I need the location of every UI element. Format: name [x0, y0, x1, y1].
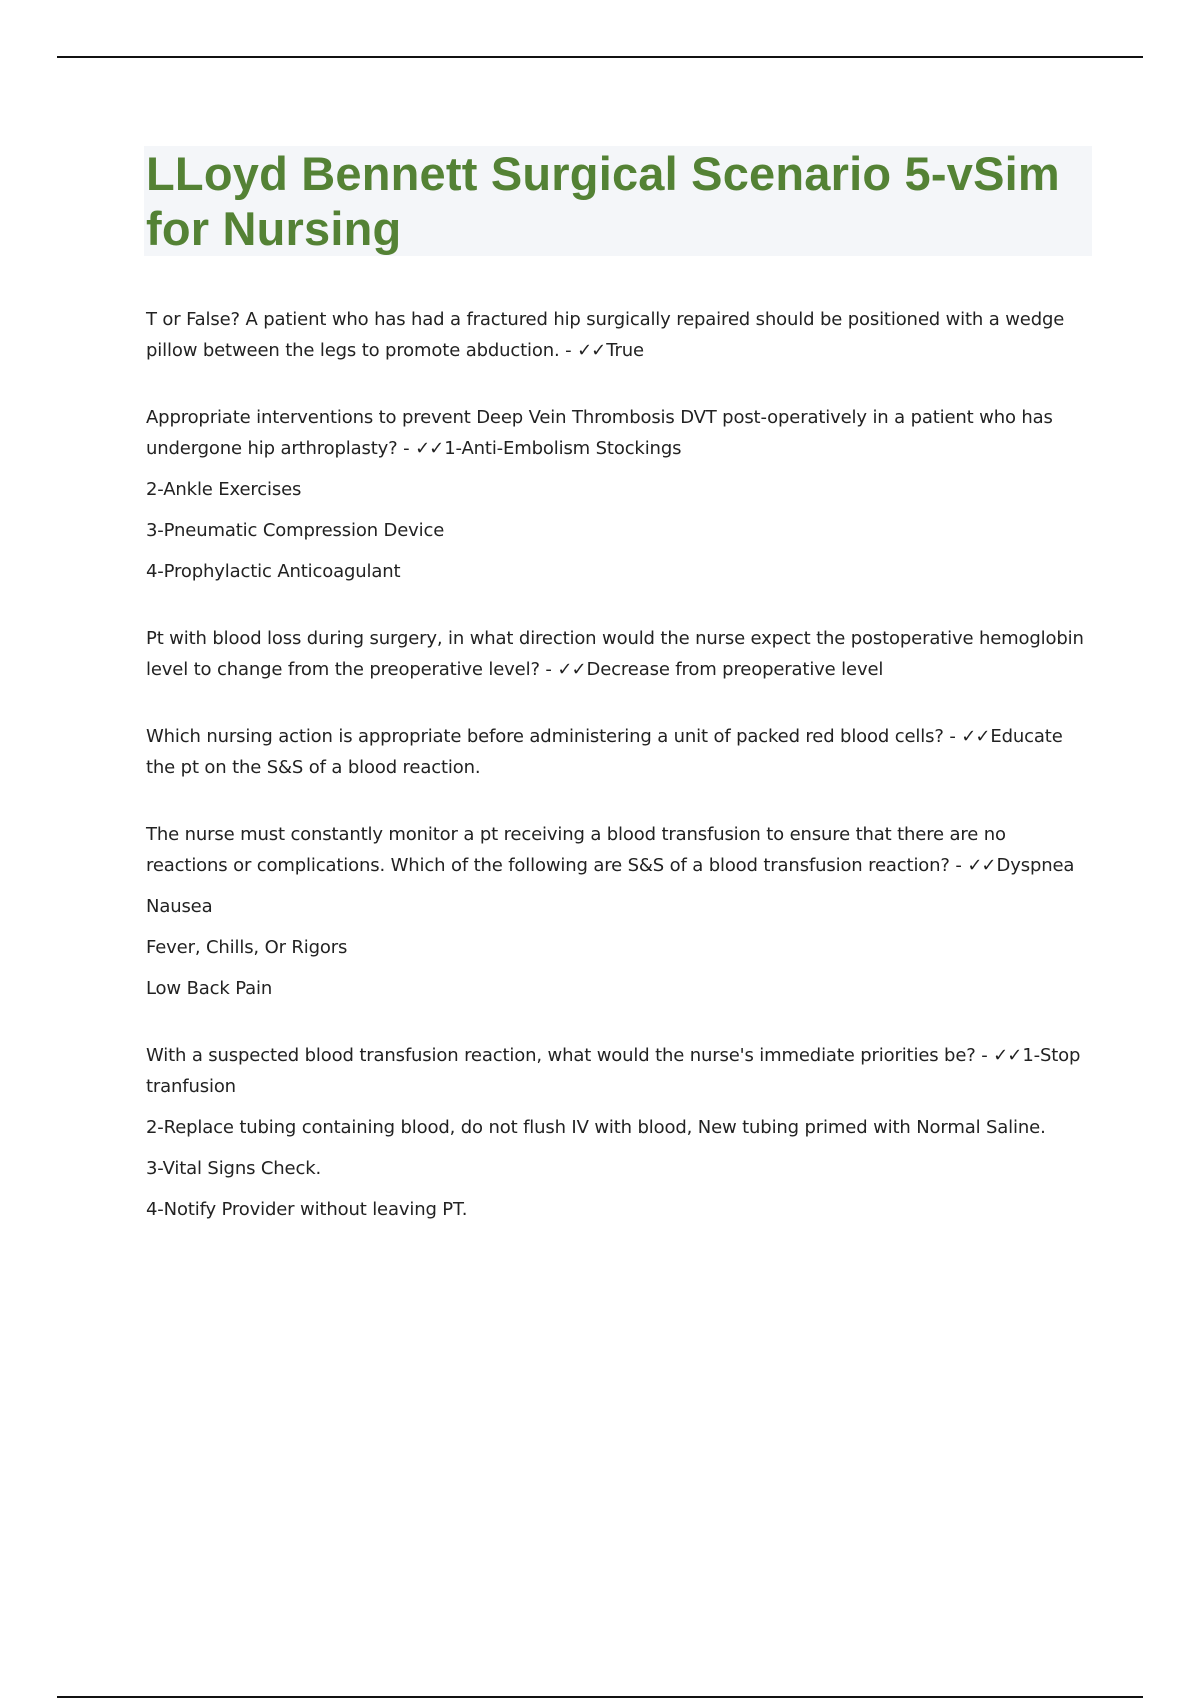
document-body [146, 146, 1092, 1261]
answer-list-item: Low Back Pain [146, 978, 273, 999]
qa-item-1 [146, 304, 1092, 366]
answer-list-item: Nausea [146, 896, 213, 917]
check-icon: ✓✓ [557, 659, 586, 680]
answer-text: True [606, 340, 644, 361]
qa-question-line [146, 1040, 1092, 1102]
check-icon: ✓✓ [967, 855, 996, 876]
question-text: The nurse must constantly monitor a pt receiving a blood transfusion to ensure that there are no reactions or complications. Which of the following are S&S of a blood transfusion reaction? - [146, 824, 1006, 876]
answer-list-item: 3-Pneumatic Compression Device [146, 520, 445, 541]
answer-list-item: 3-Vital Signs Check. [146, 1158, 322, 1179]
qa-item-6 [146, 1040, 1092, 1225]
check-icon: ✓✓ [415, 438, 444, 459]
title-block [144, 146, 1092, 256]
top-rule [57, 56, 1143, 58]
question-text: Pt with blood loss during surgery, in what direction would the nurse expect the postoperative hemoglobin level to change from the preoperative level? - [146, 628, 1084, 680]
answer-text: 1-Stop tranfusion [146, 1045, 1081, 1097]
check-icon: ✓✓ [961, 726, 990, 747]
question-text: With a suspected blood transfusion reaction, what would the nurse's immediate priorities be? - [146, 1045, 988, 1066]
answer-text: 1-Anti-Embolism Stockings [444, 438, 682, 459]
qa-item-4 [146, 721, 1092, 783]
qa-question-line [146, 819, 1092, 881]
answer-list-item: 2-Ankle Exercises [146, 479, 302, 500]
answer-list-item: 2-Replace tubing containing blood, do not flush IV with blood, New tubing primed with Normal Saline. [146, 1117, 1046, 1138]
answer-list-item: Fever, Chills, Or Rigors [146, 937, 348, 958]
answer-list-item: 4-Prophylactic Anticoagulant [146, 561, 401, 582]
answer-text: Decrease from preoperative level [586, 659, 884, 680]
qa-question-line [146, 721, 1092, 783]
qa-item-2 [146, 402, 1092, 587]
bottom-rule [57, 1696, 1143, 1698]
qa-question-line [146, 623, 1092, 685]
question-text: T or False? A patient who has had a fractured hip surgically repaired should be positioned with a wedge pillow between the legs to promote abduction. - [146, 309, 1065, 361]
document-title: LLoyd Bennett Surgical Scenario 5-vSim for Nursing [146, 147, 1060, 255]
qa-question-line [146, 402, 1092, 464]
qa-item-5 [146, 819, 1092, 1004]
check-icon: ✓✓ [993, 1045, 1022, 1066]
question-text: Which nursing action is appropriate before administering a unit of packed red blood cells? - [146, 726, 956, 747]
answer-text: Educate the pt on the S&S of a blood reaction. [146, 726, 1063, 778]
qa-item-3 [146, 623, 1092, 685]
check-icon: ✓✓ [577, 340, 606, 361]
answer-list-item: 4-Notify Provider without leaving PT. [146, 1199, 468, 1220]
question-text: Appropriate interventions to prevent Deep Vein Thrombosis DVT post-operatively in a patient who has undergone hip arthroplasty? - [146, 407, 1053, 459]
qa-question-line [146, 304, 1092, 366]
answer-text: Dyspnea [996, 855, 1075, 876]
